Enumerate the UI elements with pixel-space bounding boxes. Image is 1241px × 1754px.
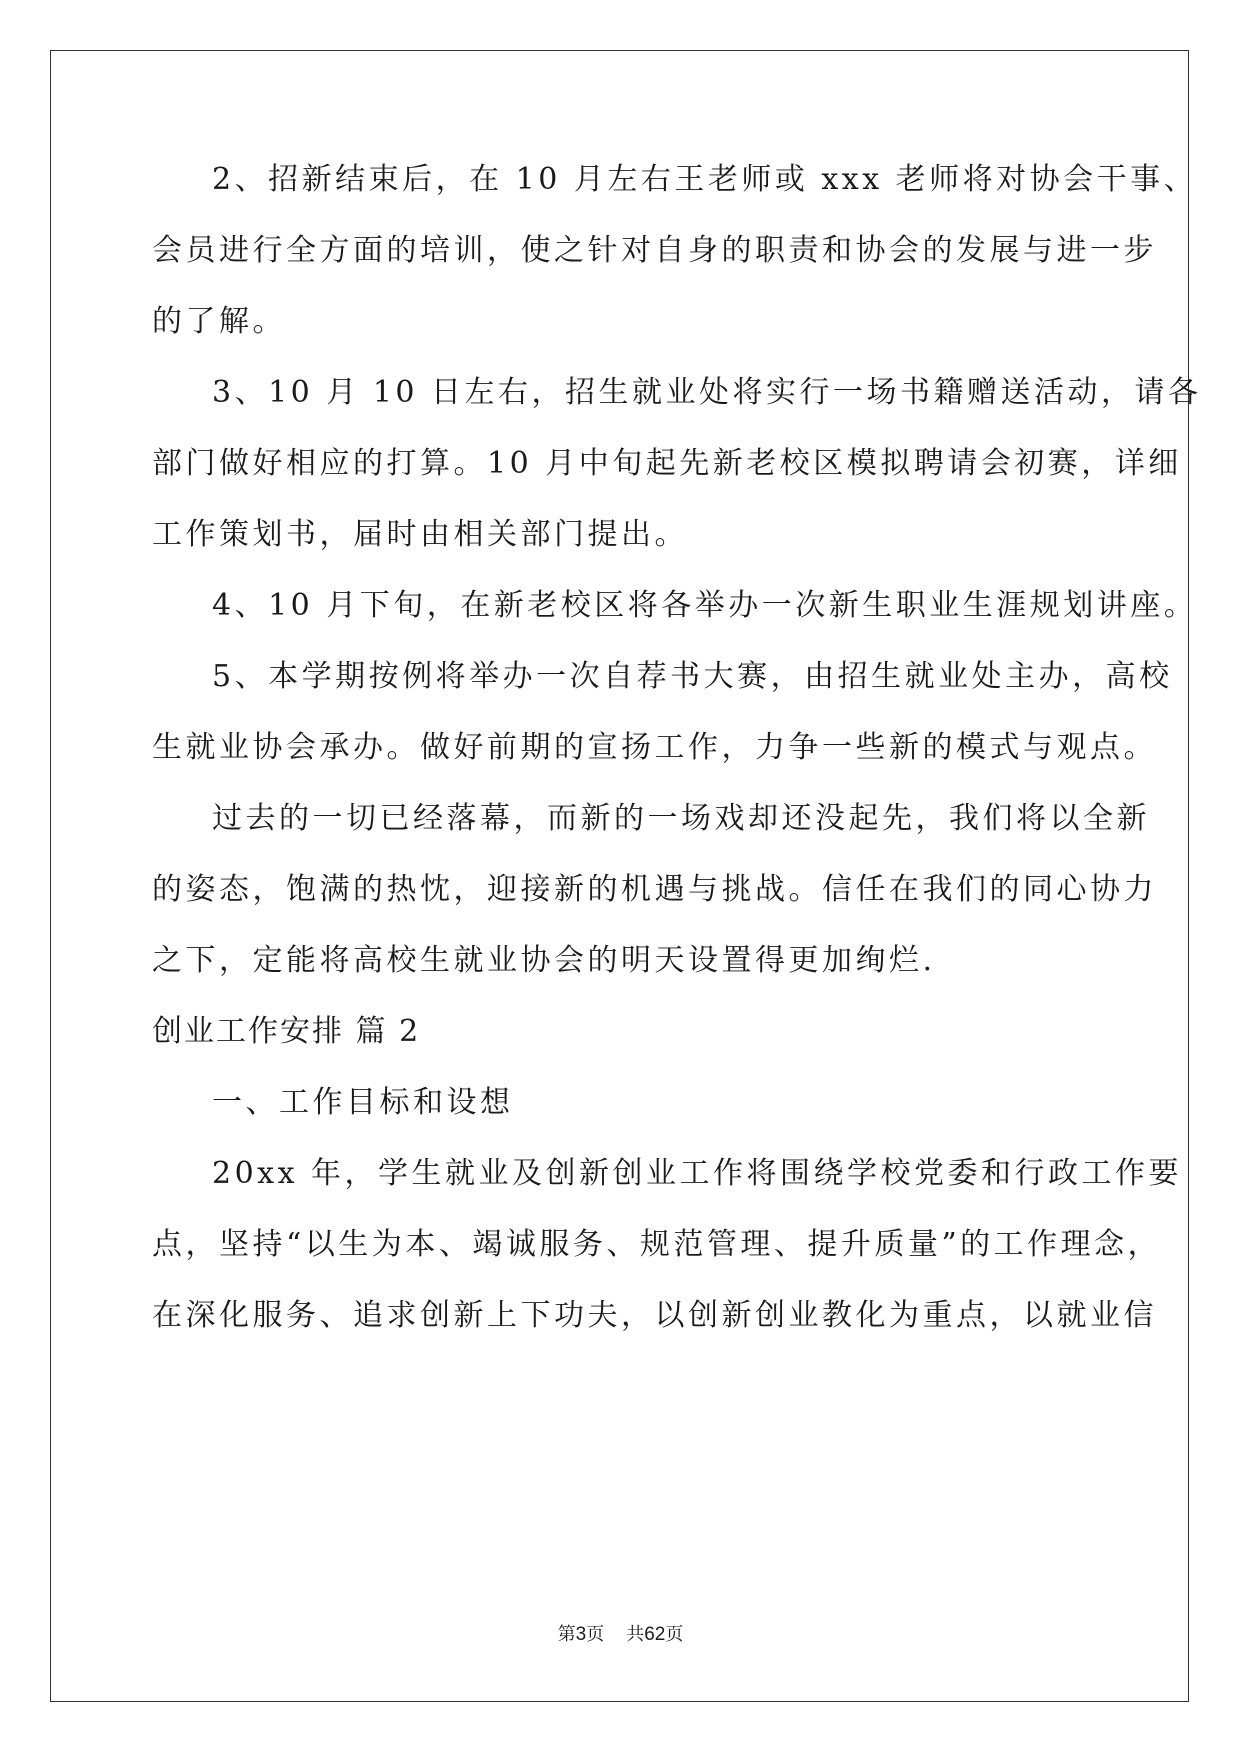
text-line: 在深化服务、追求创新上下功夫，以创新创业教化为重点，以就业信 <box>152 1298 1157 1333</box>
text-line: 之下，定能将高校生就业协会的明天设置得更加绚烂. <box>152 943 936 978</box>
total-pages: 62 <box>644 1624 666 1645</box>
footer-prefix: 第 <box>557 1624 576 1645</box>
text-line: 的了解。 <box>152 304 286 339</box>
text-line: 5、本学期按例将举办一次自荐书大赛，由招生就业处主办，高校 <box>212 659 1173 694</box>
text-line: 2、招新结束后，在 10 月左右王老师或 xxx 老师将对协会干事、 <box>212 162 1198 197</box>
footer-total-prefix: 共 <box>626 1624 645 1645</box>
text-line: 生就业协会承办。做好前期的宣扬工作，力争一些新的模式与观点。 <box>152 730 1157 765</box>
footer-total-suffix: 页 <box>665 1624 684 1645</box>
text-line: 点，坚持“以生为本、竭诚服务、规范管理、提升质量”的工作理念， <box>152 1227 1162 1262</box>
text-line: 一、工作目标和设想 <box>212 1085 514 1120</box>
page-footer <box>0 1620 1241 1646</box>
section-heading: 创业工作安排 篇 2 <box>152 1014 421 1049</box>
page-number: 3 <box>575 1624 587 1645</box>
footer-page-suffix: 页 <box>586 1624 605 1645</box>
text-line: 过去的一切已经落幕，而新的一场戏却还没起先，我们将以全新 <box>212 801 1150 836</box>
text-line: 会员进行全方面的培训，使之针对自身的职责和协会的发展与进一步 <box>152 233 1157 268</box>
text-line: 的姿态，饱满的热忱，迎接新的机遇与挑战。信任在我们的同心协力 <box>152 872 1157 907</box>
text-line: 工作策划书，届时由相关部门提出。 <box>152 517 688 552</box>
text-line: 部门做好相应的打算。10 月中旬起先新老校区模拟聘请会初赛，详细 <box>152 446 1182 481</box>
text-line: 4、10 月下旬，在新老校区将各举办一次新生职业生涯规划讲座。 <box>212 588 1198 623</box>
text-line: 20xx 年，学生就业及创新创业工作将围绕学校党委和行政工作要 <box>212 1156 1183 1191</box>
text-line: 3、10 月 10 日左右，招生就业处将实行一场书籍赠送活动，请各 <box>212 375 1202 410</box>
